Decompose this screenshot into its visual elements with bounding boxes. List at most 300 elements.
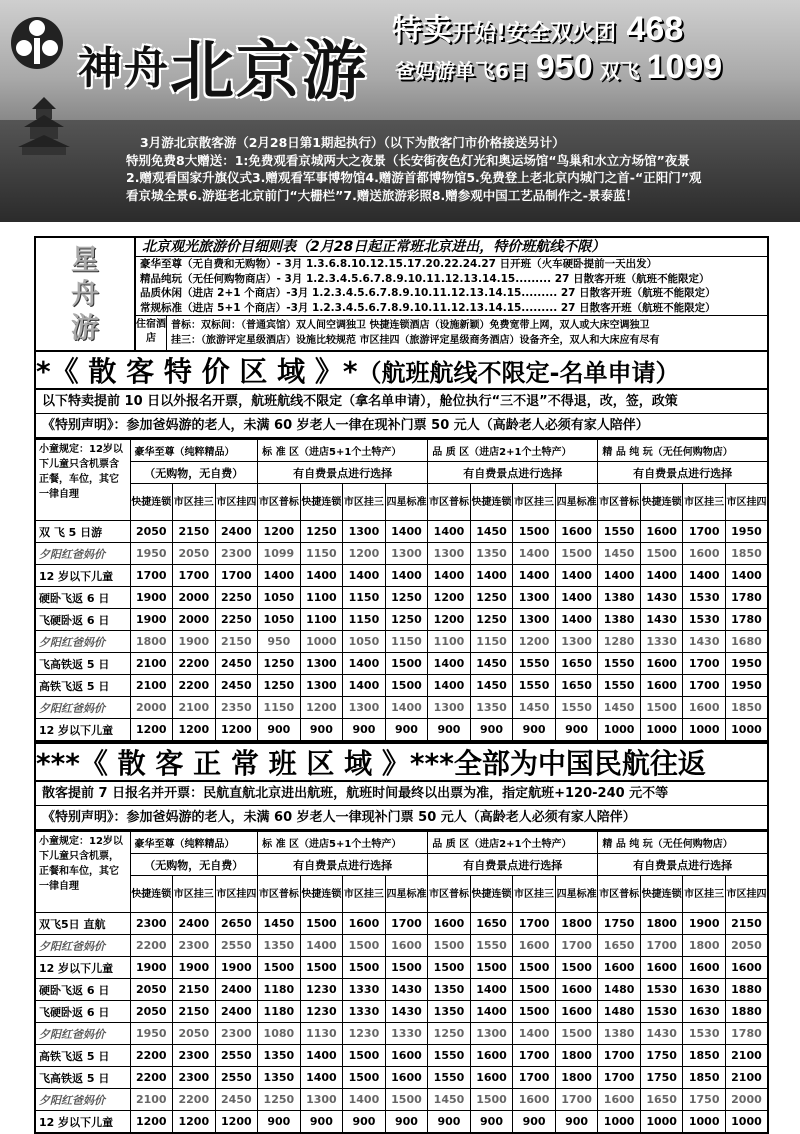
price-cell: 2300: [173, 1045, 216, 1067]
price-cell: 1550: [513, 675, 556, 697]
price-cell: 1550: [598, 653, 641, 675]
price-cell: 1950: [725, 521, 768, 543]
price-cell: 1250: [258, 675, 301, 697]
price-cell: 1250: [300, 521, 343, 543]
price-cell: 1750: [640, 1045, 683, 1067]
brand-title: [78, 10, 368, 109]
package-group-header: 标 准 区（进店5+1个土特产）: [258, 439, 428, 462]
price-cell: 1700: [683, 675, 726, 697]
price-cell: 1230: [300, 979, 343, 1001]
price-cell: 1480: [598, 1001, 641, 1023]
package-subheader: 有自费景点进行选择: [598, 462, 768, 484]
price-cell: 1400: [428, 675, 471, 697]
price-cell: 1300: [513, 587, 556, 609]
price-cell: 900: [385, 719, 428, 742]
price-cell: 1350: [258, 1045, 301, 1067]
price-row: [35, 935, 768, 957]
price-cell: 1530: [683, 587, 726, 609]
sale-line-1: [392, 5, 683, 49]
hotel-column-header: 市区普标: [258, 876, 301, 913]
price-cell: 1400: [555, 609, 598, 631]
price-cell: 1700: [130, 565, 173, 587]
price-cell: 1900: [173, 631, 216, 653]
schedule-item: 品质休闲（进店 2+1 个商店）-3月 1.2.3.4.5.6.7.8.9.10.11.12.13.14.15......... 27 日散客开班（航班不能限定）: [140, 287, 716, 300]
price-cell: 1600: [343, 913, 386, 935]
price-cell: 2400: [215, 1001, 258, 1023]
hotel-column-header: 快捷连锁: [470, 484, 513, 521]
regular-banner-title: ***《 散 客 正 常 班 区 域 》***: [36, 747, 454, 780]
hotel-column-header: 市区挂三: [173, 876, 216, 913]
price-cell: 1250: [470, 609, 513, 631]
price-cell: 1200: [130, 1111, 173, 1134]
hotel-column-header: 市区挂三: [343, 484, 386, 521]
price-cell: 900: [513, 719, 556, 742]
price-cell: 1400: [470, 565, 513, 587]
price-cell: 1600: [683, 543, 726, 565]
price-cell: 900: [343, 1111, 386, 1134]
package-group-header: 精 品 纯 玩（无任何购物店）: [598, 439, 768, 462]
price-cell: 1500: [470, 1089, 513, 1111]
price-cell: 1400: [385, 697, 428, 719]
schedule-info: [136, 238, 767, 350]
price-row: [35, 1001, 768, 1023]
price-cell: 1950: [725, 653, 768, 675]
route-label: 硬卧飞返 6 日: [35, 979, 130, 1001]
price-cell: 1550: [598, 675, 641, 697]
price-row: [35, 631, 768, 653]
double-fly-label: 双飞: [599, 59, 640, 83]
price-cell: 1700: [173, 565, 216, 587]
price-cell: 1200: [173, 719, 216, 742]
price-cell: 2200: [130, 1045, 173, 1067]
price-cell: 900: [428, 1111, 471, 1134]
price-cell: 1500: [343, 957, 386, 979]
price-cell: 900: [470, 719, 513, 742]
price-cell: 1150: [343, 609, 386, 631]
price-cell: 900: [555, 1111, 598, 1134]
price-cell: 1400: [470, 1001, 513, 1023]
price-cell: 1550: [513, 653, 556, 675]
package-group-header: 品 质 区（进店2+1个土特产）: [428, 439, 598, 462]
price-row: [35, 521, 768, 543]
price-cell: 1650: [555, 675, 598, 697]
price-row: [35, 675, 768, 697]
price-cell: 1500: [385, 675, 428, 697]
price-cell: 1150: [343, 587, 386, 609]
price-cell: 1480: [598, 979, 641, 1001]
hotel-column-header: 快捷连锁: [640, 484, 683, 521]
price-cell: 2400: [173, 913, 216, 935]
price-cell: 2200: [130, 1067, 173, 1089]
price-cell: 1200: [513, 631, 556, 653]
price-cell: 1450: [428, 1089, 471, 1111]
price-cell: 1180: [258, 1001, 301, 1023]
route-label: 夕阳红爸妈价: [35, 1089, 130, 1111]
special-price-table: [34, 438, 769, 742]
price-row: [35, 979, 768, 1001]
price-cell: 1950: [130, 1023, 173, 1045]
package-subheader: （无购物，无自费）: [130, 462, 258, 484]
price-cell: 1880: [725, 1001, 768, 1023]
hotel-column-header: 市区挂四: [725, 876, 768, 913]
price-cell: 2200: [173, 653, 216, 675]
price-cell: 1500: [513, 1001, 556, 1023]
hotel-column-header: 市区普标: [598, 484, 641, 521]
price-cell: 1530: [683, 1023, 726, 1045]
brand-name-b: 北京游: [170, 35, 368, 109]
price-cell: 1400: [555, 587, 598, 609]
schedule-item: 常规标准（进店 5+1 个商店）-3月 1.2.3.4.5.6.7.8.9.10.11.12.13.14.15......... 27 日散客开班（航班不能限定）: [140, 301, 716, 314]
route-label: 夕阳红爸妈价: [35, 631, 130, 653]
price-cell: 1500: [343, 1045, 386, 1067]
route-label: 高铁飞返 5 日: [35, 1045, 130, 1067]
route-label: 夕阳红爸妈价: [35, 697, 130, 719]
price-cell: 1050: [258, 609, 301, 631]
price-cell: 1350: [258, 935, 301, 957]
price-cell: 2550: [215, 1067, 258, 1089]
package-subheader: 有自费景点进行选择: [428, 854, 598, 876]
price-cell: 1500: [555, 957, 598, 979]
price-cell: 1600: [683, 697, 726, 719]
price-cell: 1400: [640, 565, 683, 587]
parents-tour-price: 950: [535, 48, 593, 86]
stamp-char: 星: [70, 243, 99, 276]
price-cell: 1430: [683, 631, 726, 653]
price-cell: 1450: [470, 521, 513, 543]
price-cell: 1430: [640, 609, 683, 631]
price-cell: 1400: [343, 675, 386, 697]
hotel-column-header: 市区挂三: [343, 876, 386, 913]
price-row: [35, 719, 768, 742]
price-cell: 2200: [173, 1089, 216, 1111]
hotel-column-header: 快捷连锁: [640, 876, 683, 913]
price-cell: 1200: [215, 1111, 258, 1134]
price-cell: 1380: [598, 1023, 641, 1045]
price-cell: 1600: [385, 935, 428, 957]
price-cell: 1500: [258, 957, 301, 979]
price-cell: 1150: [300, 543, 343, 565]
price-cell: 2150: [215, 631, 258, 653]
price-cell: 1150: [258, 697, 301, 719]
price-cell: 1750: [640, 1067, 683, 1089]
price-cell: 1500: [428, 957, 471, 979]
price-row: [35, 565, 768, 587]
price-cell: 1300: [343, 521, 386, 543]
price-cell: 1550: [598, 521, 641, 543]
price-cell: 950: [258, 631, 301, 653]
regular-banner-note: 全部为中国民航往返: [453, 747, 706, 780]
hotel-column-header: 四星标准: [555, 484, 598, 521]
route-label: 12 岁以下儿童: [35, 719, 130, 742]
price-cell: 1600: [555, 1001, 598, 1023]
price-cell: 1400: [428, 565, 471, 587]
price-cell: 1450: [513, 697, 556, 719]
header-banner: [0, 0, 800, 222]
price-sheet: [34, 236, 769, 1134]
price-cell: 2400: [215, 521, 258, 543]
hotel-column-header: 四星标准: [385, 876, 428, 913]
sale-label: 特卖: [392, 13, 452, 48]
price-cell: 1680: [725, 631, 768, 653]
price-cell: 2000: [130, 697, 173, 719]
price-row: [35, 957, 768, 979]
price-cell: 1300: [385, 543, 428, 565]
price-cell: 900: [300, 1111, 343, 1134]
price-cell: 1780: [725, 1023, 768, 1045]
price-cell: 1850: [683, 1067, 726, 1089]
package-subheader: 有自费景点进行选择: [258, 854, 428, 876]
price-cell: 1300: [343, 697, 386, 719]
package-group-header: 精 品 纯 玩（无任何购物店）: [598, 831, 768, 854]
price-cell: 1200: [258, 521, 301, 543]
price-cell: 1300: [470, 1023, 513, 1045]
price-cell: 1500: [555, 543, 598, 565]
price-cell: 1500: [555, 1023, 598, 1045]
stamp-char: 舟: [70, 277, 99, 310]
price-cell: 1600: [385, 1045, 428, 1067]
price-cell: 1600: [513, 1089, 556, 1111]
route-label: 12 岁以下儿童: [35, 1111, 130, 1134]
hotel-column-header: 市区普标: [428, 876, 471, 913]
price-row: [35, 653, 768, 675]
price-cell: 1250: [428, 1023, 471, 1045]
price-cell: 1099: [258, 543, 301, 565]
hotel-column-header: 快捷连锁: [470, 876, 513, 913]
hotel-column-header: 市区挂四: [215, 876, 258, 913]
price-row: [35, 609, 768, 631]
price-cell: 1000: [683, 1111, 726, 1134]
route-label: 双 飞 5 日游: [35, 521, 130, 543]
price-cell: 1500: [640, 697, 683, 719]
price-cell: 1500: [470, 957, 513, 979]
price-cell: 1600: [555, 979, 598, 1001]
price-cell: 2100: [725, 1067, 768, 1089]
price-cell: 1000: [725, 719, 768, 742]
price-cell: 1500: [385, 1089, 428, 1111]
price-cell: 2200: [173, 675, 216, 697]
price-cell: 1850: [725, 697, 768, 719]
price-cell: 2550: [215, 1045, 258, 1067]
accommodation-line: 普标：双标间：（普通宾馆）双人间空调独卫 快捷连锁酒店（设施新颖）免费宽带上网，双人或大床空调独卫: [171, 320, 650, 332]
price-cell: 1500: [513, 957, 556, 979]
price-cell: 1100: [428, 631, 471, 653]
price-cell: 1500: [428, 935, 471, 957]
price-cell: 1450: [258, 913, 301, 935]
price-cell: 1530: [640, 1001, 683, 1023]
price-cell: 1050: [258, 587, 301, 609]
price-cell: 1430: [385, 1001, 428, 1023]
price-cell: 2200: [130, 935, 173, 957]
price-cell: 1700: [513, 1067, 556, 1089]
price-cell: 2550: [215, 935, 258, 957]
price-cell: 1400: [428, 653, 471, 675]
price-cell: 2050: [130, 1001, 173, 1023]
price-cell: 1300: [555, 631, 598, 653]
price-cell: 1400: [513, 565, 556, 587]
hotel-column-header: 市区普标: [428, 484, 471, 521]
price-cell: 1380: [598, 587, 641, 609]
price-cell: 1900: [215, 957, 258, 979]
route-label: 飞硬卧返 6 日: [35, 609, 130, 631]
price-cell: 1000: [640, 719, 683, 742]
price-cell: 2250: [215, 609, 258, 631]
price-cell: 1430: [640, 587, 683, 609]
schedule-item: 精品纯玩（无任何购物商店）- 3月 1.2.3.4.5.6.7.8.9.10.11.12.13.14.15......... 27 日散客开班（航班不能限定）: [140, 272, 710, 285]
price-cell: 1800: [130, 631, 173, 653]
price-cell: 1600: [598, 1089, 641, 1111]
price-cell: 2050: [173, 1023, 216, 1045]
price-row: [35, 697, 768, 719]
price-cell: 1630: [683, 979, 726, 1001]
special-banner: [34, 350, 769, 390]
price-cell: 900: [343, 719, 386, 742]
package-group-header: 豪华至尊（纯粹精品）: [130, 831, 258, 854]
price-cell: 1200: [343, 543, 386, 565]
price-cell: 1150: [470, 631, 513, 653]
brand-name-a: 神舟: [78, 43, 170, 94]
price-row: [35, 1045, 768, 1067]
pagoda-icon: [16, 95, 72, 155]
package-subheader: （无购物，无自费）: [130, 854, 258, 876]
price-cell: 1350: [258, 1067, 301, 1089]
price-cell: 2050: [173, 543, 216, 565]
child-policy-note: 小童规定：12岁以下儿童只含机票，正餐和车位，其它一律自理: [35, 831, 130, 913]
price-cell: 1800: [683, 935, 726, 957]
price-cell: 1350: [428, 979, 471, 1001]
package-group-header: 豪华至尊（纯粹精品）: [130, 439, 258, 462]
price-cell: 2300: [215, 543, 258, 565]
price-cell: 1600: [640, 653, 683, 675]
price-cell: 1550: [470, 935, 513, 957]
schedule-title: 北京观光旅游价目细则表（2月28日起正常班北京进出，特价班航线不限）: [136, 238, 767, 257]
schedule-item: 豪华至尊（无自费和无购物）- 3月 1.3.6.8.10.12.15.17.20.22.24.27 日开班（火车硬卧提前一天出发）: [140, 258, 658, 271]
price-cell: 1400: [385, 521, 428, 543]
price-cell: 2100: [130, 653, 173, 675]
price-row: [35, 1023, 768, 1045]
hotel-column-header: 市区挂四: [215, 484, 258, 521]
price-cell: 1000: [683, 719, 726, 742]
price-cell: 900: [258, 719, 301, 742]
hotel-column-header: 市区挂四: [725, 484, 768, 521]
price-cell: 1100: [300, 587, 343, 609]
price-cell: 2250: [215, 587, 258, 609]
route-label: 双飞5日 直航: [35, 913, 130, 935]
price-cell: 1400: [683, 565, 726, 587]
price-cell: 1600: [640, 521, 683, 543]
price-cell: 1800: [555, 1045, 598, 1067]
price-cell: 2100: [130, 1089, 173, 1111]
price-cell: 900: [513, 1111, 556, 1134]
price-cell: 1700: [513, 1045, 556, 1067]
price-cell: 1000: [300, 631, 343, 653]
special-declaration: 《特别声明》：参加爸妈游的老人，未满 60 岁老人一律在现补门票 50 元人（高龄老人必须有家人陪伴）: [34, 414, 769, 438]
regular-declaration: 《特别声明》：参加爸妈游的老人，未满 60 岁老人一律现补门票 50 元人（高龄老人必须有家人陪伴）: [34, 806, 769, 830]
price-cell: 2300: [215, 1023, 258, 1045]
price-cell: 1330: [343, 1001, 386, 1023]
price-cell: 1600: [470, 1067, 513, 1089]
route-label: 高铁飞返 5 日: [35, 675, 130, 697]
price-cell: 1300: [513, 609, 556, 631]
price-cell: 1900: [683, 913, 726, 935]
price-cell: 1200: [428, 587, 471, 609]
price-cell: 1330: [640, 631, 683, 653]
route-label: 飞高铁返 5 日: [35, 653, 130, 675]
price-cell: 1650: [640, 1089, 683, 1111]
price-cell: 1430: [385, 979, 428, 1001]
price-cell: 1450: [470, 675, 513, 697]
price-row: [35, 1067, 768, 1089]
price-cell: 1450: [598, 697, 641, 719]
price-cell: 1700: [385, 913, 428, 935]
price-cell: 1880: [725, 979, 768, 1001]
price-cell: 1450: [598, 543, 641, 565]
price-cell: 1400: [725, 565, 768, 587]
package-subheader: 有自费景点进行选择: [428, 462, 598, 484]
price-cell: 2350: [215, 697, 258, 719]
regular-price-table: [34, 830, 769, 1134]
hotel-column-header: 快捷连锁: [300, 876, 343, 913]
price-cell: 2000: [173, 587, 216, 609]
price-cell: 2100: [725, 1045, 768, 1067]
price-cell: 1700: [555, 935, 598, 957]
price-cell: 1200: [300, 697, 343, 719]
route-label: 硬卧飞返 6 日: [35, 587, 130, 609]
route-label: 飞硬卧返 6 日: [35, 1001, 130, 1023]
price-cell: 1750: [683, 1089, 726, 1111]
hotel-column-header: 市区挂三: [683, 484, 726, 521]
price-cell: 2300: [173, 935, 216, 957]
price-row: [35, 913, 768, 935]
price-cell: 1050: [343, 631, 386, 653]
price-cell: 1950: [725, 675, 768, 697]
price-cell: 2400: [215, 979, 258, 1001]
regular-terms: 散客提前 7 日报名并开票：民航直航北京进出航班，航班时间最终以出票为准，指定航班+120-240 元不等: [34, 782, 769, 806]
price-cell: 2300: [173, 1067, 216, 1089]
price-cell: 1800: [640, 913, 683, 935]
price-cell: 1500: [385, 653, 428, 675]
package-group-header: 标 准 区（进店5+1个土特产）: [258, 831, 428, 854]
sale-line-2: [395, 48, 722, 87]
promo-line: 特别免费8大赠送：1:免费观看京城两大之夜景（长安街夜色灯光和奥运场馆“鸟巢和水立方场馆”夜景: [126, 152, 690, 168]
price-cell: 1400: [300, 935, 343, 957]
price-cell: 2100: [173, 697, 216, 719]
price-cell: 2050: [725, 935, 768, 957]
price-cell: 1500: [385, 957, 428, 979]
price-cell: 1180: [258, 979, 301, 1001]
route-label: 12 岁以下儿童: [35, 957, 130, 979]
hotel-column-header: 市区挂三: [513, 484, 556, 521]
sale-desc: 开始!安全双火团: [452, 21, 617, 46]
special-banner-title: *《 散 客 特 价 区 域 》*: [36, 355, 358, 388]
price-cell: 900: [258, 1111, 301, 1134]
package-subheader: 有自费景点进行选择: [598, 854, 768, 876]
price-cell: 1850: [683, 1045, 726, 1067]
price-cell: 2450: [215, 1089, 258, 1111]
regular-banner: [34, 742, 769, 782]
accommodation-line: 挂三：（旅游评定星级酒店）设施比较规范 市区挂四（旅游评定星级商务酒店）设备齐全，双人和大床应有尽有: [171, 335, 660, 347]
hotel-column-header: 四星标准: [555, 876, 598, 913]
price-cell: 1000: [640, 1111, 683, 1134]
price-cell: 1400: [343, 653, 386, 675]
hotel-column-header: 市区挂三: [513, 876, 556, 913]
price-cell: 900: [428, 719, 471, 742]
hotel-column-header: 市区挂三: [683, 876, 726, 913]
price-cell: 1400: [513, 1023, 556, 1045]
price-cell: 2450: [215, 653, 258, 675]
info-block: [34, 236, 769, 350]
price-cell: 1380: [598, 609, 641, 631]
price-cell: 1600: [470, 1045, 513, 1067]
